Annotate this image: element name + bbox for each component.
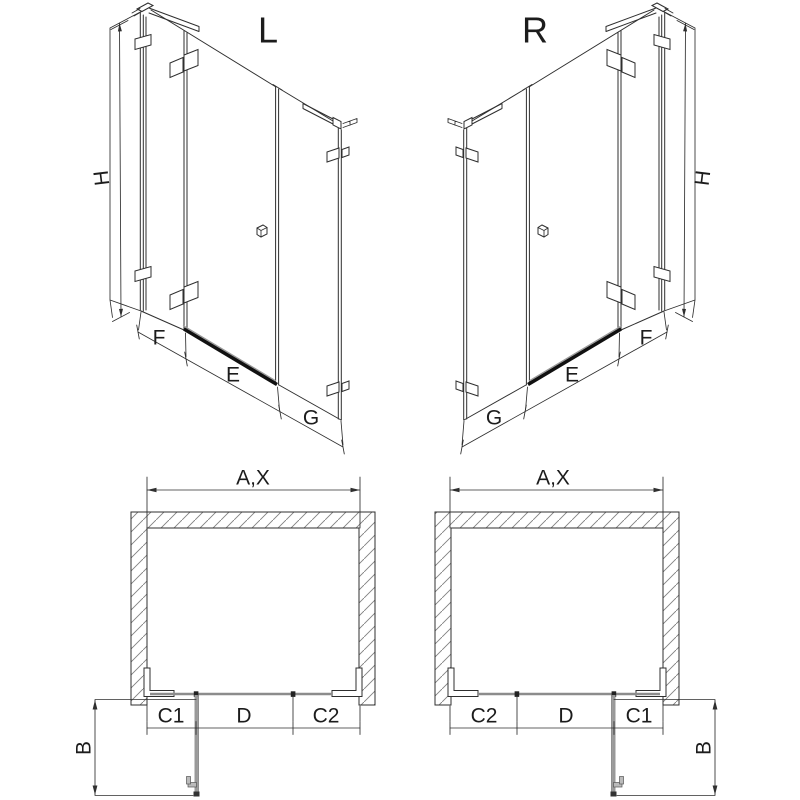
plan-right-segment-c2: C2 — [470, 704, 498, 728]
iso-right-height-label: H — [690, 169, 716, 187]
iso-left-panel-label-e: E — [225, 363, 241, 387]
plan-left-depth-label: B — [72, 740, 96, 756]
iso-left-height-label: H — [89, 169, 115, 187]
iso-left-title: L — [257, 9, 279, 51]
iso-right-title: R — [522, 9, 548, 51]
iso-view-left — [90, 3, 357, 454]
plan-left-segment-c1: C1 — [157, 704, 185, 728]
plan-view-right — [435, 467, 717, 797]
plan-left-walls — [131, 512, 375, 705]
iso-right-panel-label-e: E — [564, 363, 580, 387]
iso-right-panel-label-g: G — [485, 406, 503, 430]
iso-left-panel-label-g: G — [302, 406, 320, 430]
plan-right-width-label: A,X — [536, 466, 570, 490]
plan-view-left — [73, 467, 376, 797]
iso-left-panel-label-f: F — [152, 326, 166, 350]
plan-right-walls — [435, 512, 679, 705]
plan-right-depth-label: B — [692, 740, 716, 756]
plan-right-segment-c1: C1 — [625, 704, 653, 728]
plan-left-segment-d: D — [236, 704, 252, 728]
iso-view-right — [448, 3, 715, 454]
plan-left-width-label: A,X — [236, 466, 270, 490]
plan-left-segment-c2: C2 — [312, 704, 340, 728]
iso-right-panel-label-f: F — [639, 326, 653, 350]
plan-right-segment-d: D — [558, 704, 574, 728]
